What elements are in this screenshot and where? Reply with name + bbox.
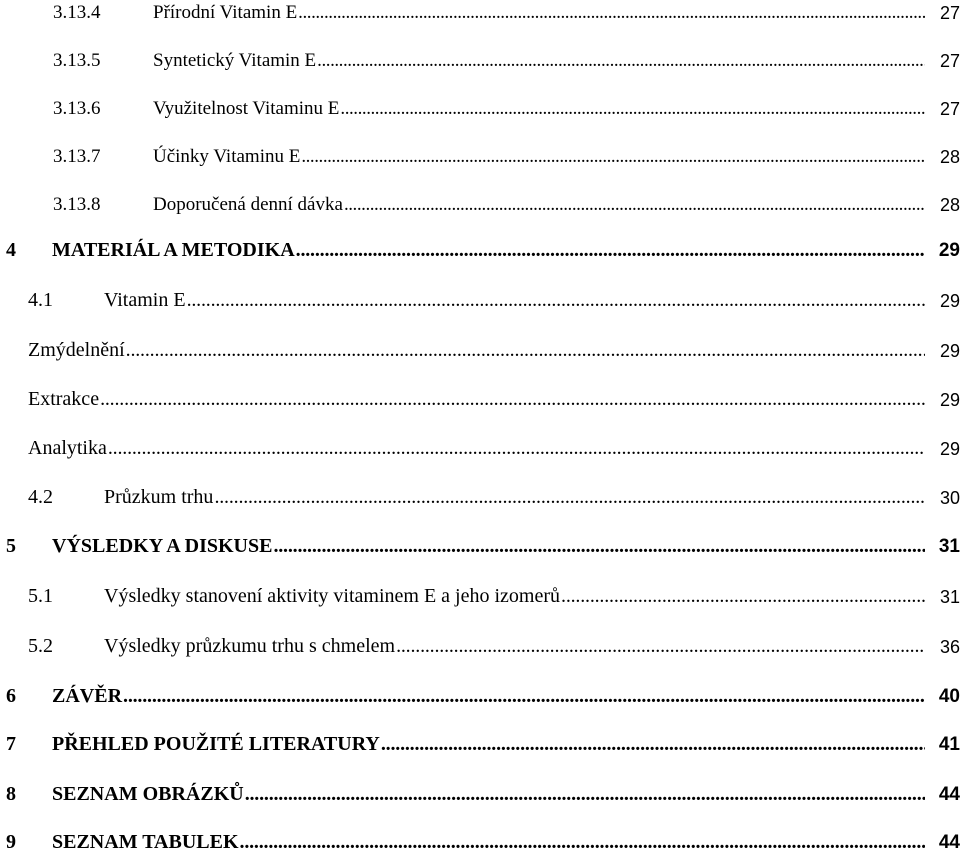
- toc-dot-leader: [301, 146, 925, 168]
- toc-entry-number: 5.2: [28, 635, 53, 657]
- toc-entry-page: 30: [939, 488, 960, 508]
- toc-entry-title: Využitelnost Vitaminu E: [153, 98, 340, 119]
- toc-dot-leader: [561, 585, 925, 608]
- toc-entry-title: Zmýdelnění: [28, 339, 125, 361]
- toc-entry[interactable]: [0, 722, 960, 756]
- toc-entry[interactable]: [0, 772, 960, 806]
- toc-entry-number: 3.13.5: [53, 50, 101, 71]
- toc-dot-leader: [108, 437, 925, 460]
- toc-entry-page: 27: [939, 3, 960, 23]
- toc-entry-title: PŘEHLED POUŽITÉ LITERATURY: [52, 733, 380, 755]
- toc-entry-number: 3.13.6: [53, 98, 101, 119]
- toc-entry[interactable]: [0, 426, 960, 460]
- toc-entry-page: 44: [938, 832, 960, 853]
- toc-entry-page: 29: [939, 341, 960, 361]
- toc-entry-page: 31: [939, 587, 960, 607]
- toc-dot-leader: [245, 783, 925, 806]
- toc-entry-title: Účinky Vitaminu E: [153, 146, 301, 167]
- toc-entry[interactable]: [0, 574, 960, 608]
- toc-dot-leader: [240, 831, 925, 854]
- toc-dot-leader: [344, 194, 925, 216]
- toc-entry[interactable]: [0, 182, 960, 216]
- toc-entry-page: 29: [939, 291, 960, 311]
- toc-entry-page: 29: [939, 439, 960, 459]
- toc-dot-leader: [381, 733, 925, 756]
- toc-entry-number: 3.13.4: [53, 2, 101, 23]
- toc-dot-leader: [273, 535, 925, 558]
- toc-entry-title: Syntetický Vitamin E: [153, 50, 317, 71]
- toc-entry-page: 27: [939, 99, 960, 119]
- toc-entry[interactable]: [0, 674, 960, 708]
- toc-dot-leader: [126, 339, 925, 362]
- toc-entry-page: 41: [938, 734, 960, 755]
- toc-dot-leader: [340, 98, 925, 120]
- toc-entry-page: 29: [938, 240, 960, 261]
- toc-entry[interactable]: [0, 524, 960, 558]
- toc-entry[interactable]: [0, 38, 960, 72]
- toc-entry-number: 5.1: [28, 585, 53, 607]
- toc-entry-title: VÝSLEDKY A DISKUSE: [52, 535, 273, 557]
- toc-dot-leader: [396, 635, 925, 658]
- toc-entry-page: 31: [938, 536, 960, 557]
- toc-entry[interactable]: [0, 377, 960, 411]
- toc-entry-number: 4.1: [28, 289, 53, 311]
- toc-entry-title: Výsledky průzkumu trhu s chmelem: [104, 635, 396, 657]
- toc-entry-title: ZÁVĚR: [52, 685, 123, 707]
- toc-entry[interactable]: [0, 0, 960, 24]
- toc-entry-number: 6: [6, 685, 16, 707]
- toc-dot-leader: [187, 289, 925, 312]
- toc-entry-page: 36: [939, 637, 960, 657]
- toc-entry-title: SEZNAM OBRÁZKŮ: [52, 783, 244, 805]
- toc-entry-number: 7: [6, 733, 16, 755]
- toc-entry-page: 44: [938, 784, 960, 805]
- toc-entry-number: 8: [6, 783, 16, 805]
- toc-entry[interactable]: [0, 86, 960, 120]
- toc-entry-title: Analytika: [28, 437, 107, 459]
- toc-entry-number: 3.13.7: [53, 146, 101, 167]
- toc-dot-leader: [123, 685, 925, 708]
- toc-entry[interactable]: [0, 624, 960, 658]
- toc-dot-leader: [214, 486, 925, 509]
- toc-entry-page: 28: [939, 195, 960, 215]
- toc-entry-number: 4: [6, 239, 16, 261]
- toc-entry-page: 28: [939, 147, 960, 167]
- toc-entry-number: 3.13.8: [53, 194, 101, 215]
- toc-entry-title: Extrakce: [28, 388, 100, 410]
- toc-entry[interactable]: [0, 820, 960, 854]
- toc-entry-page: 27: [939, 51, 960, 71]
- toc-entry-title: Průzkum trhu: [104, 486, 214, 508]
- toc-entry-title: Vitamin E: [104, 289, 186, 311]
- toc-entry-title: Doporučená denní dávka: [153, 194, 343, 215]
- toc-entry[interactable]: [0, 228, 960, 262]
- toc-dot-leader: [100, 388, 925, 411]
- toc-entry-number: 4.2: [28, 486, 53, 508]
- toc-entry-title: SEZNAM TABULEK: [52, 831, 239, 853]
- toc-entry-title: Přírodní Vitamin E: [153, 2, 298, 23]
- toc-entry-title: MATERIÁL A METODIKA: [52, 239, 295, 261]
- toc-dot-leader: [298, 2, 925, 24]
- toc-dot-leader: [296, 239, 925, 262]
- toc-entry[interactable]: [0, 328, 960, 362]
- toc-entry[interactable]: [0, 475, 960, 509]
- toc-entry-number: 9: [6, 831, 16, 853]
- toc-entry[interactable]: [0, 134, 960, 168]
- toc-dot-leader: [317, 50, 925, 72]
- toc-entry[interactable]: [0, 278, 960, 312]
- toc-entry-number: 5: [6, 535, 16, 557]
- toc-entry-page: 29: [939, 390, 960, 410]
- toc-entry-title: Výsledky stanovení aktivity vitaminem E a jeho izomerů: [104, 585, 561, 607]
- toc-entry-page: 40: [938, 686, 960, 707]
